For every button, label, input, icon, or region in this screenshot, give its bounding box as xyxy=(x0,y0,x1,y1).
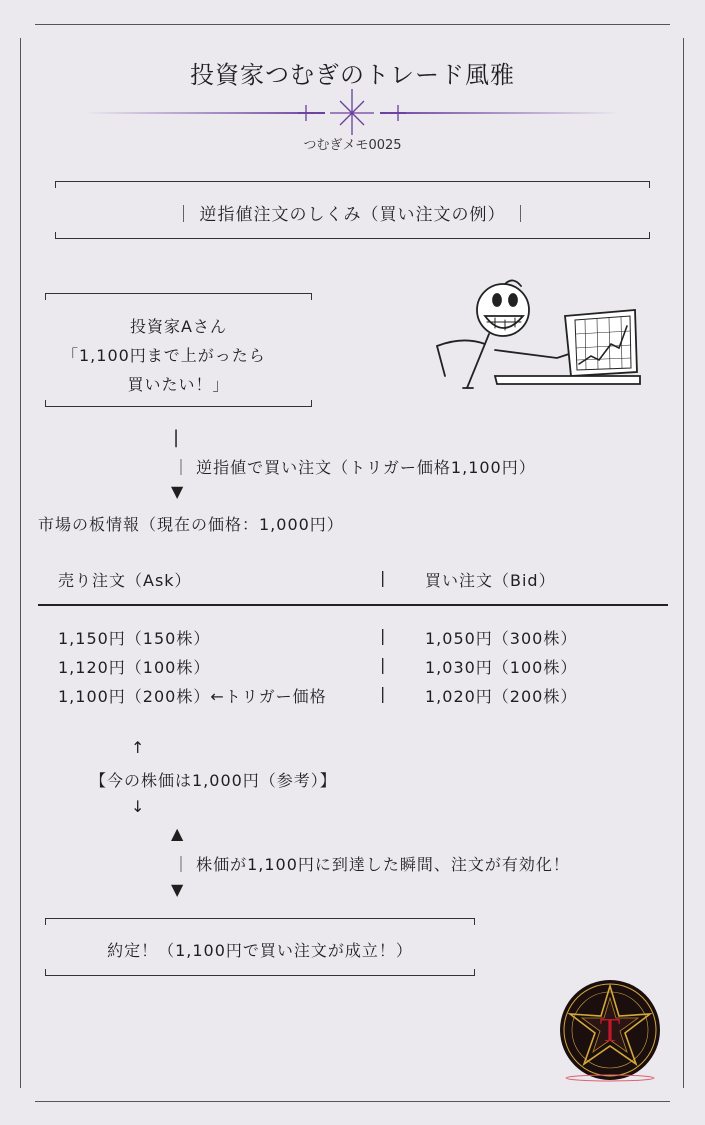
flow-connector-bar: | xyxy=(173,427,180,448)
down-arrow-icon: ↓ xyxy=(131,797,145,816)
current-price-note: 【今の株価は1,000円（参考）】 xyxy=(90,771,337,790)
up-arrow-icon: ↑ xyxy=(131,738,145,757)
page-title: 投資家つむぎのトレード風雅 xyxy=(190,61,515,89)
result-box-top-edge xyxy=(45,918,475,925)
up-triangle-icon: ▲ xyxy=(171,824,184,843)
investor-box-top-edge xyxy=(45,293,312,300)
board-title: 市場の板情報（現在の価格：1,000円） xyxy=(38,515,344,534)
down-triangle-icon: ▼ xyxy=(171,880,184,899)
frame-right-line xyxy=(683,38,684,1088)
step-buy-stop-order: ｜ 逆指値で買い注文（トリガー価格1,100円） xyxy=(173,458,536,477)
sell-order-row-trigger: 1,100円（200株）←トリガー価格 xyxy=(58,687,327,706)
stick-figure-trader-illustration xyxy=(425,276,650,406)
heading-box-top-edge xyxy=(55,181,650,188)
sell-order-row: 1,120円（100株） xyxy=(58,658,211,677)
sell-order-row: 1,150円（150株） xyxy=(58,629,211,648)
buy-order-row: 1,030円（100株） xyxy=(425,658,578,677)
result-box-bottom-edge xyxy=(45,969,475,976)
divider-line-right xyxy=(380,112,620,114)
divider-line-left xyxy=(85,112,325,114)
trigger-event: ｜ 株価が1,100円に到達した瞬間、注文が有効化！ xyxy=(173,855,570,874)
investor-quote-line1: 「1,100円まで上がったら xyxy=(62,346,266,365)
section-heading: ｜ 逆指値注文のしくみ（買い注文の例） ｜ xyxy=(175,205,530,225)
down-triangle-icon: ▼ xyxy=(171,482,184,501)
column-separator: | xyxy=(380,655,387,674)
board-header-divider xyxy=(38,604,668,606)
column-separator: | xyxy=(380,568,387,587)
investor-quote-line2: 買いたい！」 xyxy=(127,375,230,394)
sell-orders-header: 売り注文（Ask） xyxy=(58,571,192,590)
sparkle-star-icon xyxy=(330,89,374,135)
logo-letter: T xyxy=(599,1012,621,1049)
sparkle-divider xyxy=(80,85,625,135)
sparkle-small-right-icon xyxy=(390,105,406,121)
result-message: 約定！（1,100円で買い注文が成立！） xyxy=(107,941,413,960)
memo-id: つむぎメモ0025 xyxy=(303,138,402,153)
investor-name: 投資家Aさん xyxy=(130,317,227,336)
sparkle-small-left-icon xyxy=(298,105,314,121)
frame-bottom-line xyxy=(35,1101,670,1102)
investor-box-bottom-edge xyxy=(45,400,312,407)
frame-left-line xyxy=(20,38,21,1088)
brand-logo-emblem xyxy=(558,978,663,1083)
buy-order-row: 1,020円（200株） xyxy=(425,687,578,706)
column-separator: | xyxy=(380,626,387,645)
buy-order-row: 1,050円（300株） xyxy=(425,629,578,648)
buy-orders-header: 買い注文（Bid） xyxy=(425,571,556,590)
frame-top-line xyxy=(35,24,670,25)
column-separator: | xyxy=(380,684,387,703)
heading-box-bottom-edge xyxy=(55,232,650,239)
